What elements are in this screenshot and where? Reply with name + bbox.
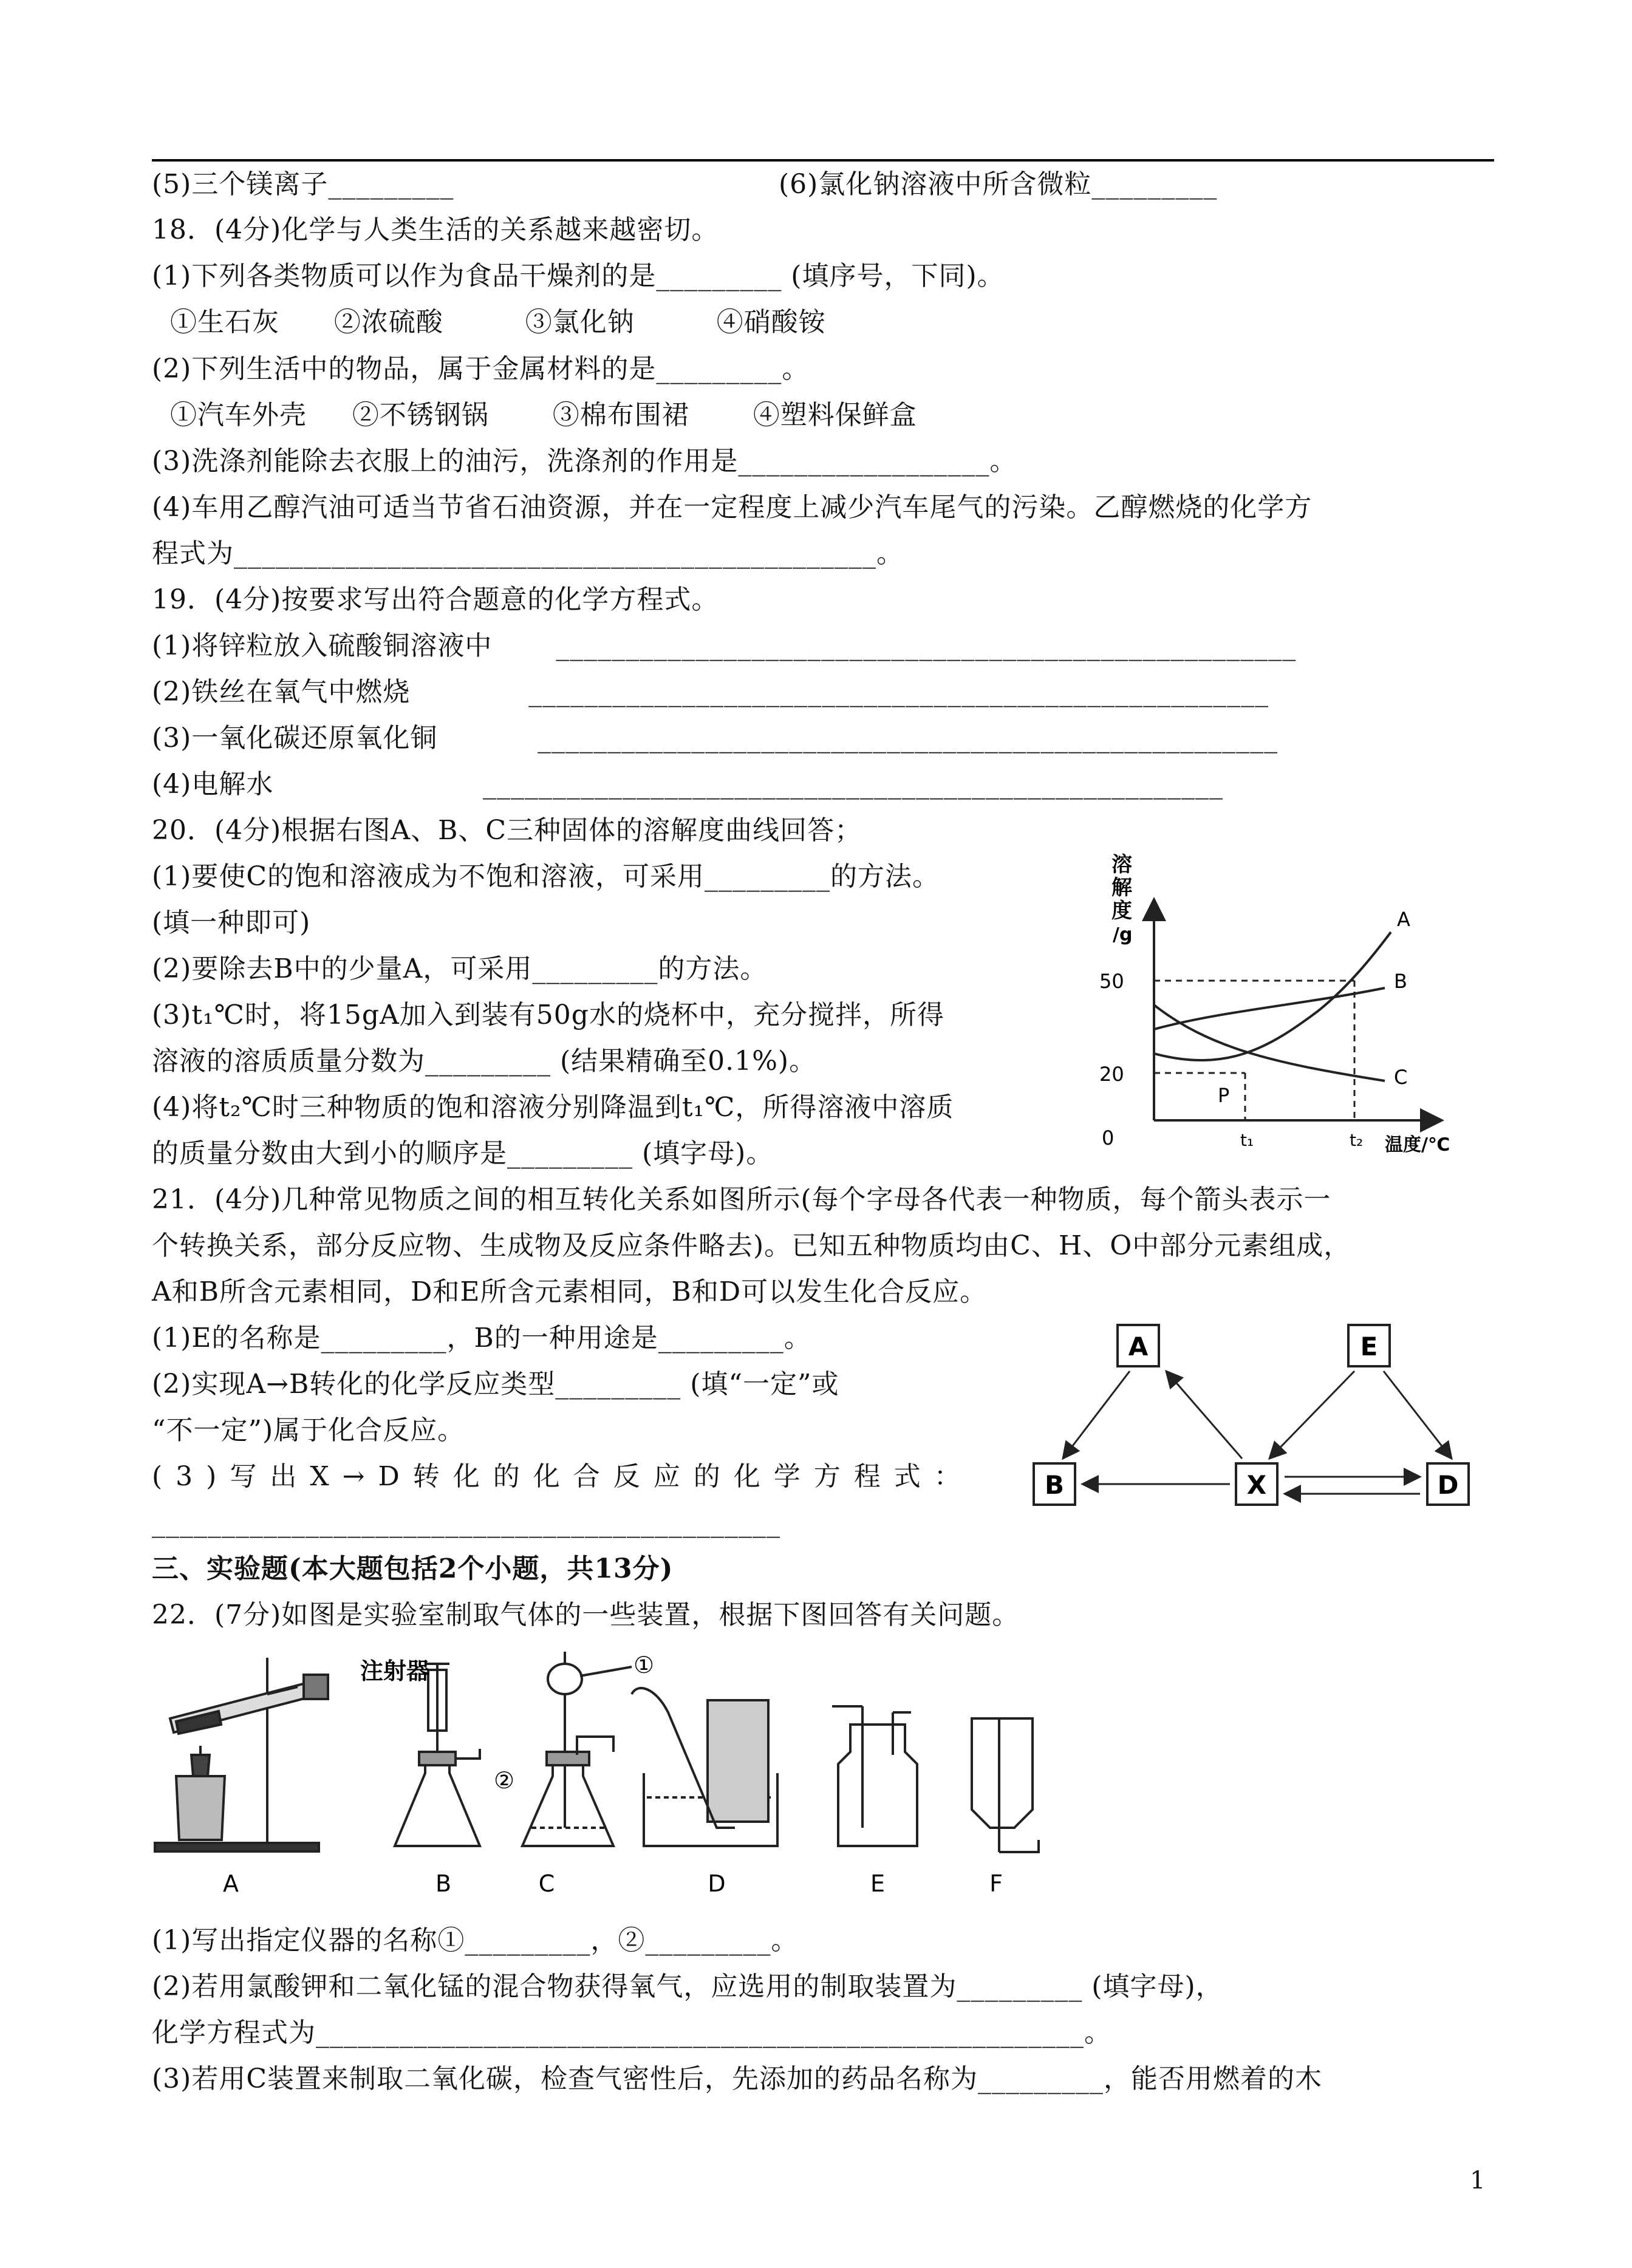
q21-title: 21．(4分)几种常见物质之间的相互转化关系如图所示(每个字母各代表一种物质，每个箭头表示一 xyxy=(152,1184,1331,1215)
q20-1: (1)要使C的饱和溶液成为不饱和溶液，可采用_________的方法。 xyxy=(152,861,940,892)
label-f: F xyxy=(989,1870,1003,1897)
apparatus-d xyxy=(632,1688,777,1846)
tick-t2: t₂ xyxy=(1350,1130,1364,1150)
q21-title-cont2: A和B所含元素相同，D和E所含元素相同，B和D可以发生化合反应。 xyxy=(152,1276,988,1307)
curve-b-label: B xyxy=(1394,970,1407,993)
y-axis-label xyxy=(1111,853,1132,945)
svg-text:度: 度 xyxy=(1111,899,1132,923)
q22-2-cont: 化学方程式为_______________________________________________________。 xyxy=(152,2017,1111,2048)
node-x: X xyxy=(1246,1470,1267,1500)
label-d: D xyxy=(708,1870,726,1897)
q21-3: (3)写出X→D转化的化合反应的化学方程式： xyxy=(152,1461,974,1492)
q22-3: (3)若用C装置来制取二氧化碳，检查气密性后，先添加的药品名称为_________，能否用燃着的木 xyxy=(152,2063,1322,2094)
q20-2: (2)要除去B中的少量A，可采用_________的方法。 xyxy=(152,953,768,984)
page-number: 1 xyxy=(1470,2167,1486,2195)
q20-3: (3)t₁℃时，将15gA加入到装有50g水的烧杯中，充分搅拌，所得 xyxy=(152,999,944,1030)
node-b: B xyxy=(1044,1470,1065,1500)
x-axis-label: 温度/℃ xyxy=(1385,1134,1450,1156)
tick-50: 50 xyxy=(1099,970,1124,993)
node-e: E xyxy=(1360,1332,1378,1361)
apparatus-b xyxy=(395,1664,480,1846)
q19-4: (4)电解水 _____________________________________________________ xyxy=(152,769,1224,800)
q17-5: (5)三个镁离子_________ xyxy=(152,169,454,200)
node-d: D xyxy=(1437,1470,1459,1500)
q17-6: (6)氯化钠溶液中所含微粒_________ xyxy=(779,169,1218,200)
q21-3-answer: _____________________________________________ xyxy=(152,1507,780,1538)
apparatus-f xyxy=(972,1718,1039,1852)
label-mark1: ① xyxy=(633,1652,655,1678)
label-a: A xyxy=(223,1870,239,1897)
q18-1-options: ①生石灰 ②浓硫酸 ③氯化钠 ④硝酸铵 xyxy=(152,307,826,338)
arrow-x-a xyxy=(1166,1371,1242,1459)
solubility-curve-figure xyxy=(1087,847,1476,1169)
apparatus-e xyxy=(832,1706,917,1846)
arrow-e-x xyxy=(1269,1371,1354,1459)
node-a: A xyxy=(1128,1332,1149,1361)
arrow-e-d xyxy=(1384,1371,1452,1459)
q22-title: 22．(7分)如图是实验室制取气体的一些装置，根据下图回答有关问题。 xyxy=(152,1599,1020,1630)
point-p-label: P xyxy=(1218,1084,1230,1107)
q20-1-note: (填一种即可) xyxy=(152,907,311,938)
label-c: C xyxy=(538,1870,555,1897)
header-rule xyxy=(152,159,1494,162)
label-b: B xyxy=(435,1870,452,1897)
curve-b xyxy=(1154,988,1385,1029)
tick-20: 20 xyxy=(1099,1063,1124,1086)
svg-text:溶: 溶 xyxy=(1111,853,1132,877)
q21-2: (2)实现A→B转化的化学反应类型_________ (填“一定”或 xyxy=(152,1369,839,1400)
label-e: E xyxy=(870,1870,886,1897)
q22-2: (2)若用氯酸钾和二氧化锰的混合物获得氧气，应选用的制取装置为_________ (填字母)， xyxy=(152,1971,1223,2002)
q19-1: (1)将锌粒放入硫酸铜溶液中 _____________________________________________________ xyxy=(152,630,1297,661)
svg-text:/g: /g xyxy=(1113,924,1133,945)
label-syringe: 注射器 xyxy=(360,1658,430,1684)
q21-1: (1)E的名称是_________，B的一种用途是_________。 xyxy=(152,1323,811,1354)
curve-a-label: A xyxy=(1397,908,1410,931)
q18-1: (1)下列各类物质可以作为食品干燥剂的是_________ (填序号，下同)。 xyxy=(152,261,1005,291)
q18-4: (4)车用乙醇汽油可适当节省石油资源，并在一定程度上减少汽车尾气的污染。乙醇燃烧的化学方 xyxy=(152,492,1313,523)
transform-diagram xyxy=(1026,1318,1494,1518)
q22-1: (1)写出指定仪器的名称①_________，②_________。 xyxy=(152,1925,799,1956)
q19-title: 19．(4分)按要求写出符合题意的化学方程式。 xyxy=(152,584,719,615)
q19-2: (2)铁丝在氧气中燃烧 _____________________________________________________ xyxy=(152,676,1269,707)
q20-3-cont: 溶液的溶质质量分数为_________ (结果精确至0.1%)。 xyxy=(152,1046,817,1077)
tick-0: 0 xyxy=(1102,1126,1115,1149)
curve-c-label: C xyxy=(1394,1066,1408,1089)
q20-4: (4)将t₂℃时三种物质的饱和溶液分别降温到t₁℃，所得溶液中溶质 xyxy=(152,1092,954,1123)
svg-text:解: 解 xyxy=(1111,876,1132,900)
q19-3: (3)一氧化碳还原氧化铜 _____________________________________________________ xyxy=(152,723,1279,754)
q21-title-cont: 个转换关系，部分反应物、生成物及反应条件略去)。已知五种物质均由C、H、O中部分元素组成， xyxy=(152,1230,1351,1261)
tick-t1: t₁ xyxy=(1240,1130,1254,1150)
q18-title: 18．(4分)化学与人类生活的关系越来越密切。 xyxy=(152,214,719,245)
label-mark2: ② xyxy=(493,1767,515,1794)
apparatus-a xyxy=(155,1658,328,1851)
q20-4-cont: 的质量分数由大到小的顺序是_________ (填字母)。 xyxy=(152,1138,774,1169)
arrow-a-b xyxy=(1063,1371,1130,1459)
section-3-title: 三、实验题(本大题包括2个小题，共13分) xyxy=(152,1553,674,1584)
q18-4-cont: 程式为______________________________________________。 xyxy=(152,538,904,569)
q21-2-cont: “不一定”)属于化合反应。 xyxy=(152,1415,465,1446)
q18-2: (2)下列生活中的物品，属于金属材料的是_________。 xyxy=(152,353,810,384)
q20-title: 20．(4分)根据右图A、B、C三种固体的溶解度曲线回答； xyxy=(152,815,862,846)
lab-apparatus-figure xyxy=(152,1646,1063,1913)
q18-3: (3)洗涤剂能除去衣服上的油污，洗涤剂的作用是__________________。 xyxy=(152,446,1017,477)
q18-2-options: ①汽车外壳 ②不锈钢锅 ③棉布围裙 ④塑料保鲜盒 xyxy=(152,400,917,431)
apparatus-c xyxy=(522,1652,632,1846)
